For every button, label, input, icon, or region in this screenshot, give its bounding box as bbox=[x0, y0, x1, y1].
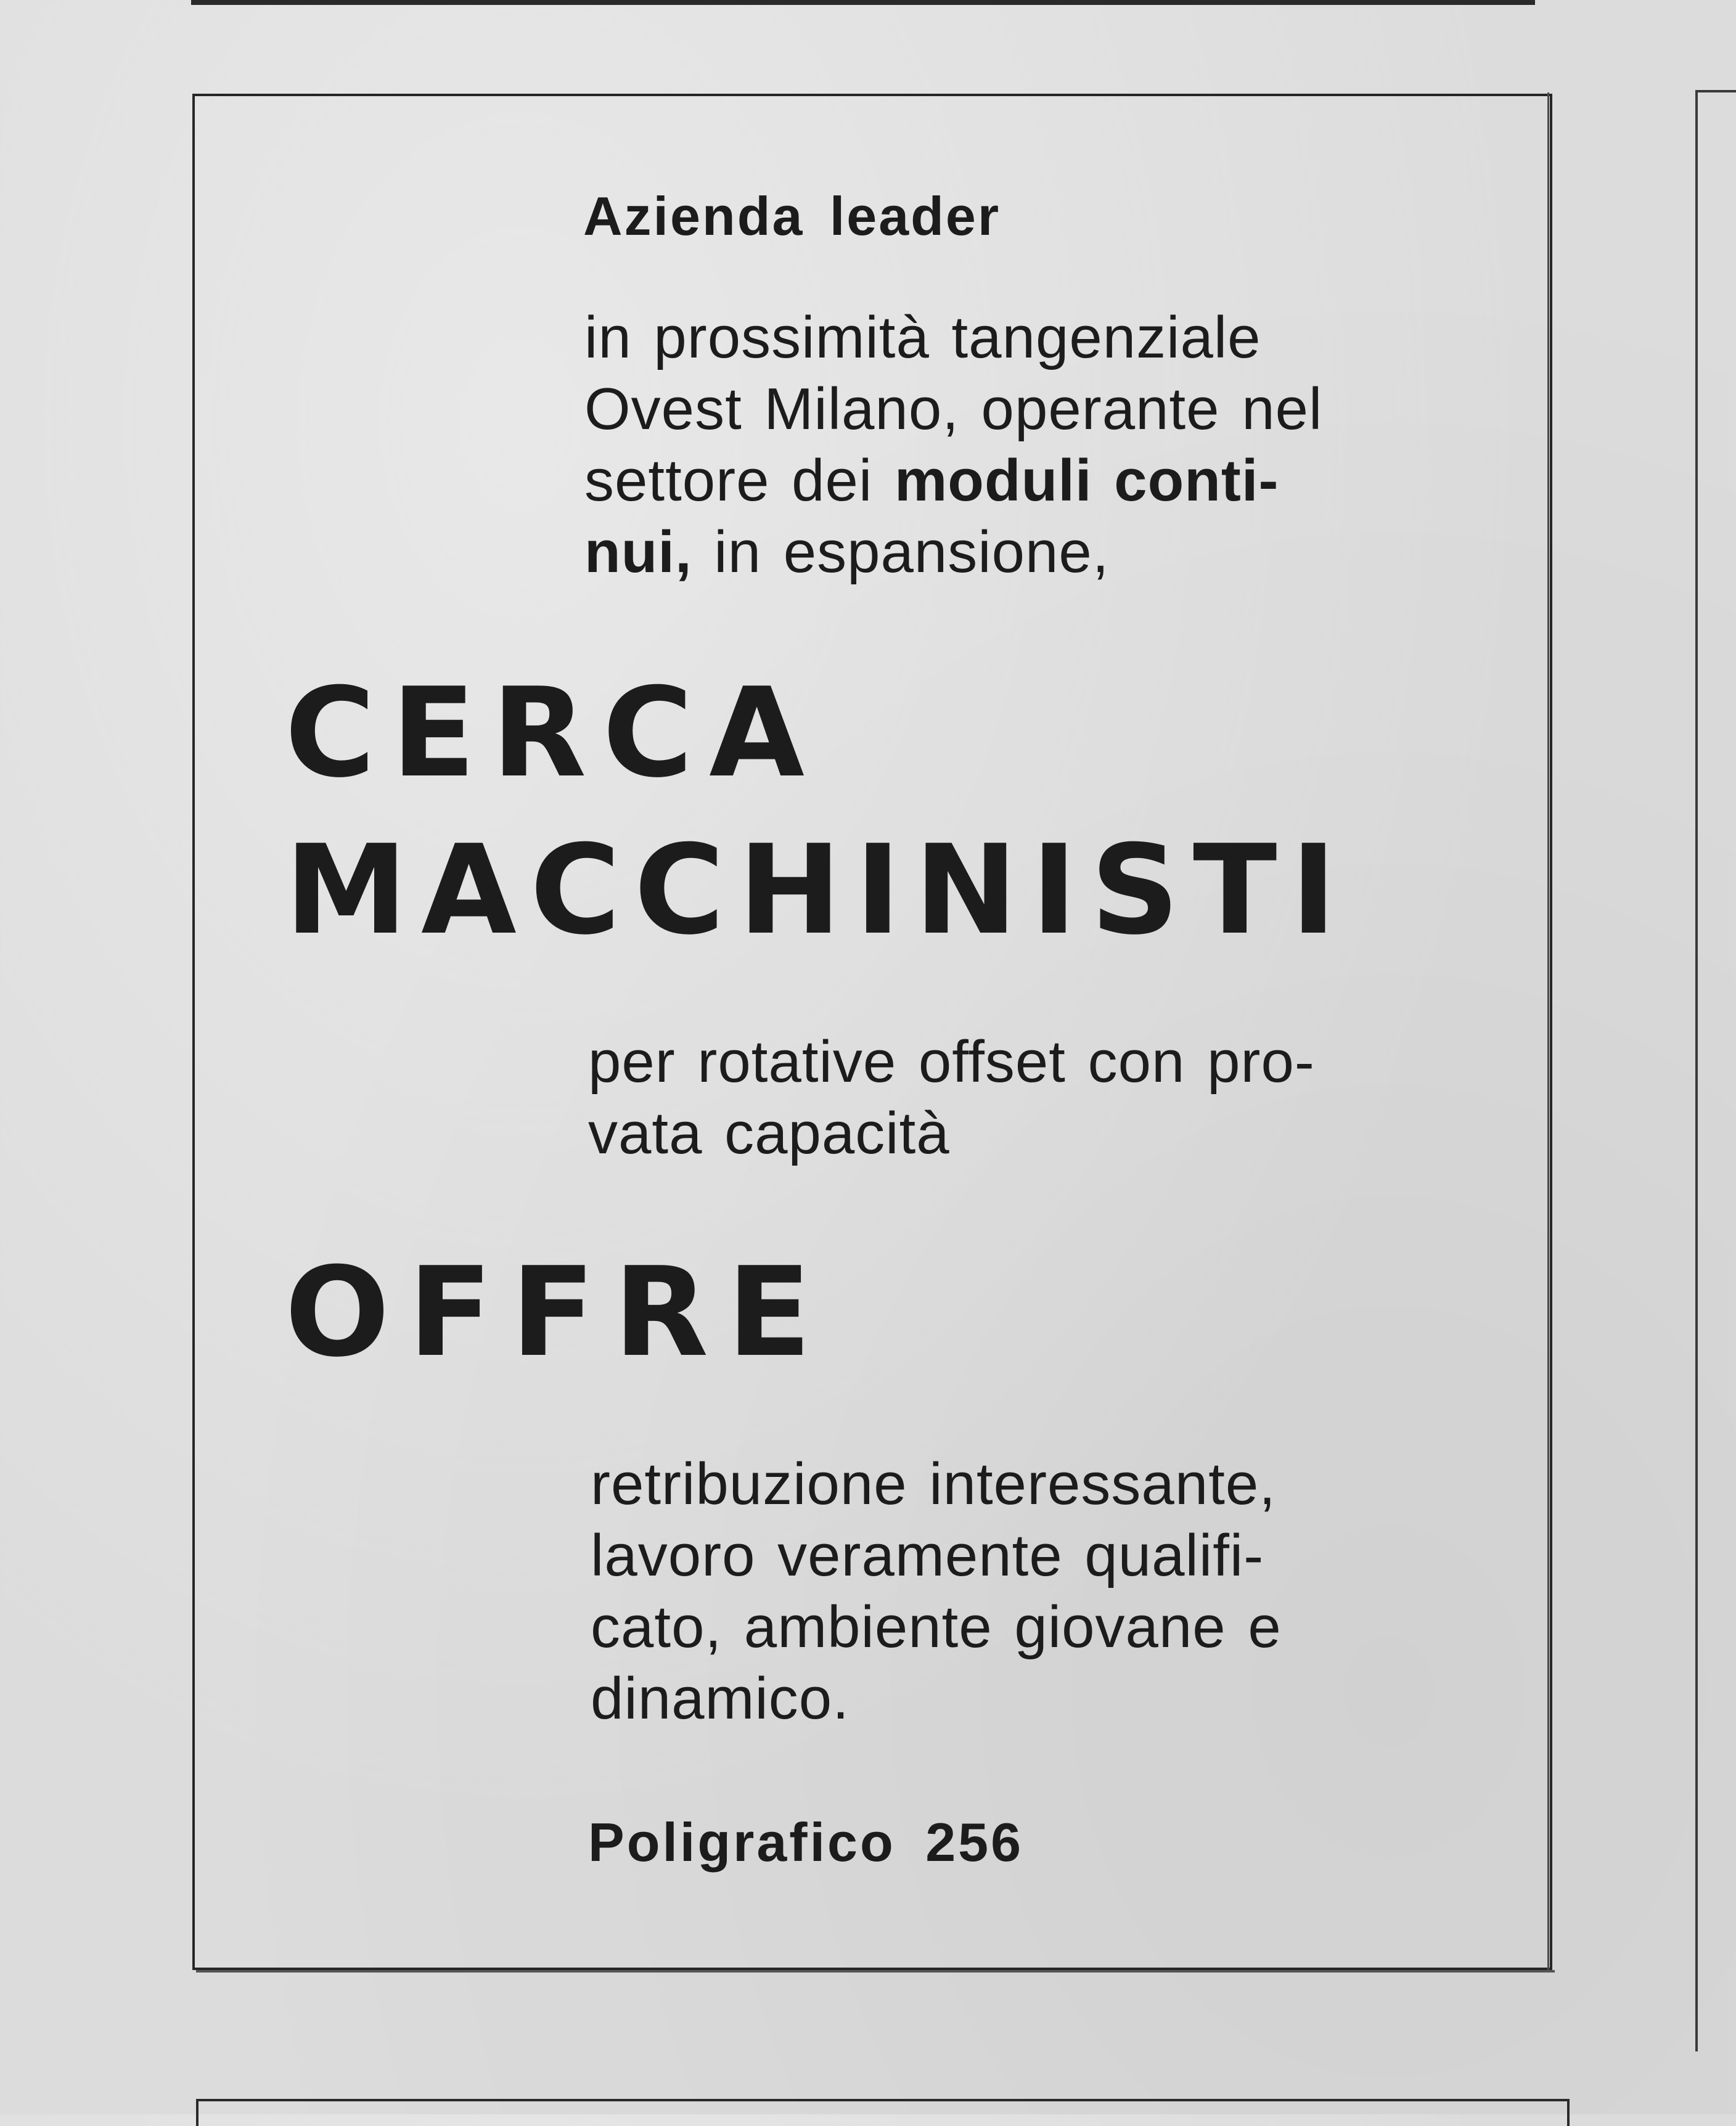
intro-line bbox=[584, 517, 1460, 588]
intro-line: Ovest Milano, operante nel bbox=[584, 376, 1323, 442]
intro-line-text: settore dei bbox=[584, 448, 895, 513]
adjacent-ad-border bbox=[1695, 91, 1698, 2051]
job-ad-frame-bottom-rule bbox=[196, 1970, 1555, 1973]
requirements-line: per rotative offset con pro- bbox=[588, 1029, 1315, 1095]
ad-offer-paragraph bbox=[591, 1449, 1461, 1735]
offer-line: cato, ambiente giovane e bbox=[591, 1594, 1282, 1660]
ad-requirements-paragraph bbox=[588, 1026, 1464, 1169]
ad-intro-paragraph bbox=[584, 302, 1460, 588]
intro-line bbox=[584, 445, 1460, 517]
requirements-line: vata capacità bbox=[588, 1100, 950, 1166]
headline-offre: OFFRE bbox=[285, 1241, 830, 1384]
adjacent-ad-border-top bbox=[1695, 90, 1736, 92]
offer-line: lavoro veramente qualifi- bbox=[591, 1523, 1264, 1588]
headline-macchinisti: MACCHINISTI bbox=[285, 819, 1350, 962]
intro-line-text: in espansione, bbox=[692, 519, 1110, 585]
offer-line: dinamico. bbox=[591, 1666, 850, 1731]
offer-line: retribuzione interessante, bbox=[591, 1451, 1276, 1517]
intro-emphasis: moduli conti- bbox=[894, 448, 1279, 513]
next-ad-frame-edge bbox=[196, 2099, 1570, 2126]
page-top-rule bbox=[191, 0, 1535, 5]
intro-line: in prossimità tangenziale bbox=[584, 305, 1261, 370]
ad-reference-code: Poligrafico 256 bbox=[588, 1812, 1024, 1873]
job-ad-frame-inner-rule bbox=[1547, 92, 1549, 1971]
ad-company-title: Azienda leader bbox=[583, 186, 1001, 247]
headline-cerca: CERCA bbox=[285, 661, 821, 805]
intro-emphasis: nui, bbox=[584, 519, 692, 585]
